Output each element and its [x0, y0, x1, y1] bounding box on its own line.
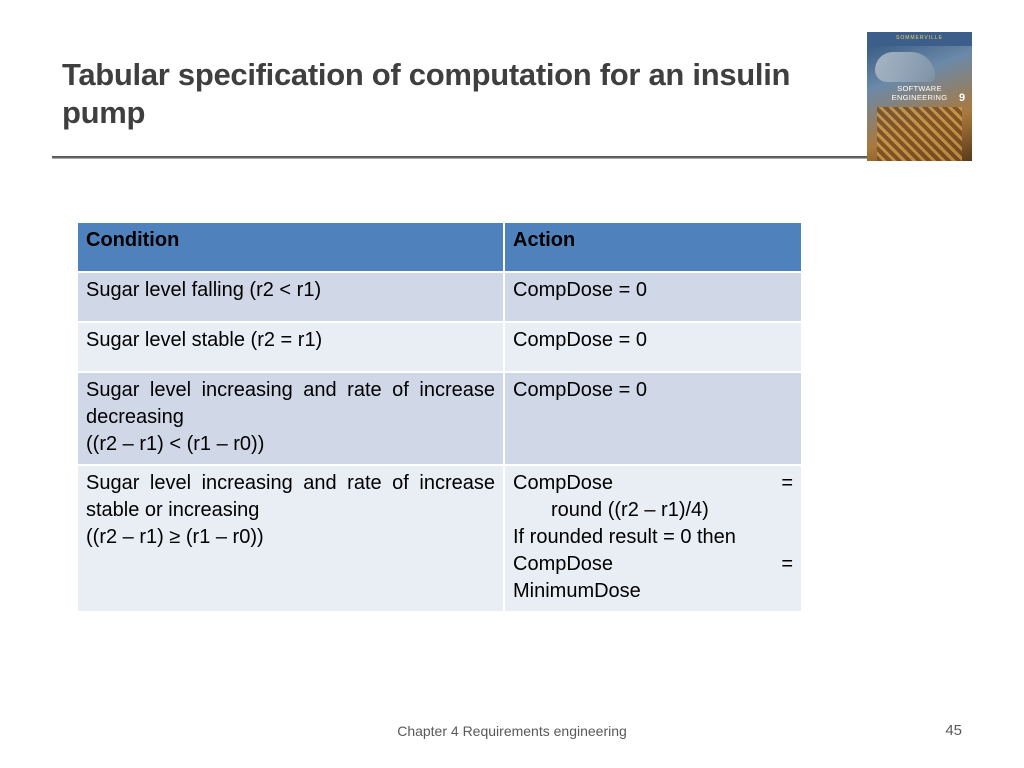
condition-cell [77, 372, 504, 465]
table-row [77, 465, 802, 612]
action-text: CompDose = 0 [513, 379, 647, 401]
header-condition: Condition [77, 222, 504, 272]
action-cell [504, 465, 802, 612]
table-row [77, 322, 802, 372]
book-cover-building-graphic [875, 52, 935, 82]
condition-text: Sugar level increasing and rate of increase decreasing [86, 379, 495, 428]
condition-cell [77, 272, 504, 322]
specification-table [76, 221, 803, 613]
book-cover-author: SOMMERVILLE [895, 35, 944, 41]
condition-cell [77, 465, 504, 612]
action-cell [504, 372, 802, 465]
action-line: MinimumDose [513, 580, 641, 602]
condition-cell [77, 322, 504, 372]
condition-formula: ((r2 – r1) ≥ (r1 – r0)) [86, 526, 264, 548]
condition-text: Sugar level stable (r2 = r1) [86, 329, 323, 351]
book-cover-stairs-graphic [877, 107, 962, 161]
action-line: CompDose = [513, 472, 793, 494]
action-cell [504, 322, 802, 372]
slide-title: Tabular specification of computation for an insulin pump [62, 57, 791, 130]
table-row [77, 372, 802, 465]
table-row [77, 272, 802, 322]
page-number: 45 [945, 722, 962, 739]
condition-text: Sugar level increasing and rate of increase stable or increasing [86, 472, 495, 521]
book-cover-edition: 9 [959, 92, 966, 104]
condition-formula: ((r2 – r1) < (r1 – r0)) [86, 433, 265, 455]
book-cover-image [867, 32, 972, 161]
condition-text: Sugar level falling (r2 < r1) [86, 279, 322, 301]
action-cell [504, 272, 802, 322]
header-action: Action [504, 222, 802, 272]
footer-chapter-text: Chapter 4 Requirements engineering [397, 723, 627, 739]
action-text: CompDose = 0 [513, 329, 647, 351]
action-line: If rounded result = 0 then [513, 526, 736, 548]
book-cover-title: SOFTWARE ENGINEERING [891, 84, 948, 102]
title-divider [52, 156, 868, 159]
action-text: CompDose = 0 [513, 279, 647, 301]
table-header-row [77, 222, 802, 272]
action-line: CompDose = [513, 553, 793, 575]
action-line: round ((r2 – r1)/4) [551, 499, 709, 521]
